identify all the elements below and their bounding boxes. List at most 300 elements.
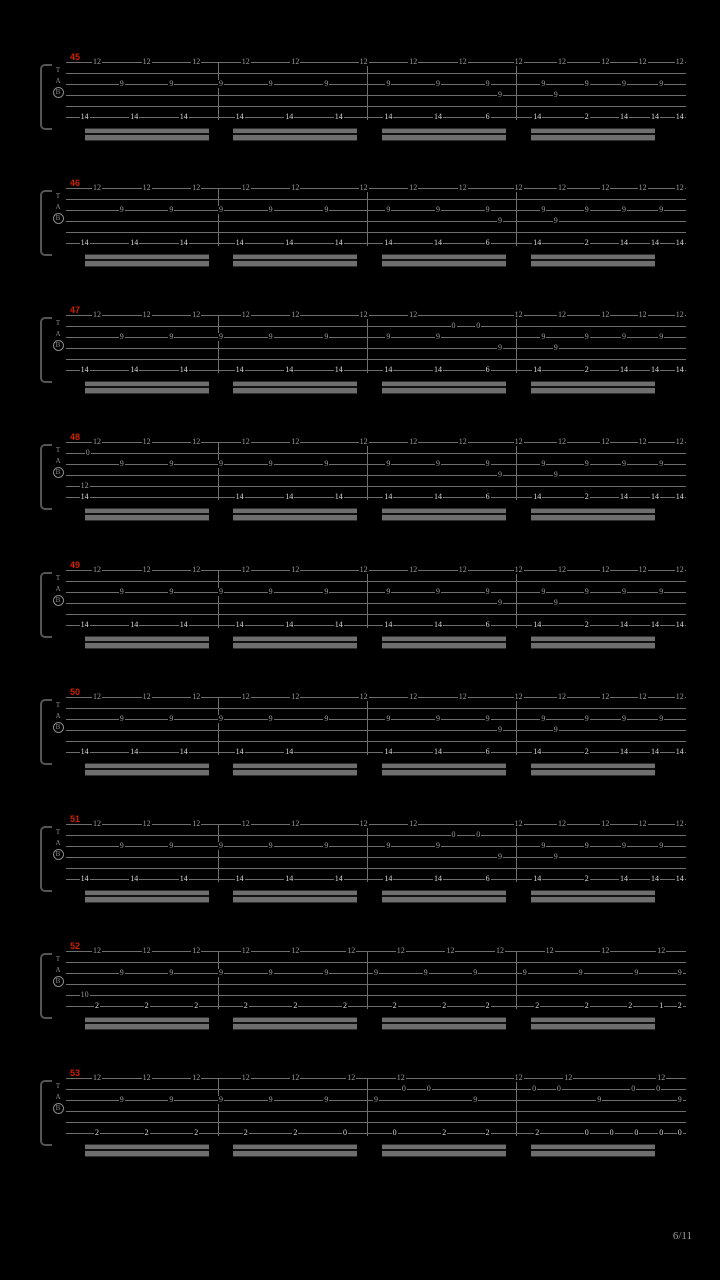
fret-number: 12 [192,946,201,955]
fret-number: 9 [498,343,502,352]
tab-clef: T A B [52,318,64,351]
fret-number: 2 [584,1001,589,1010]
fret-number: 9 [553,90,558,99]
fret-number: 12 [638,183,647,192]
fret-number: 12 [291,183,300,192]
fret-number: 9 [169,714,174,723]
fret-number: 9 [677,1095,682,1104]
fret-number: 0 [476,321,481,330]
fret-number: 14 [285,365,294,374]
fret-number: 9 [119,841,124,850]
fret-number: 14 [80,365,89,374]
fret-number: 9 [622,841,626,850]
fret-number: 12 [601,183,610,192]
fret-number: 9 [386,587,391,596]
fret-number: 9 [324,459,329,468]
fret-number: 12 [601,565,610,574]
fret-number: 14 [533,238,542,247]
barline [218,570,219,628]
staff-brace [40,953,52,1019]
fret-number: 6 [485,112,490,121]
fret-number: 12 [93,565,101,574]
beam-group [382,1144,506,1157]
fret-number: 14 [334,620,343,629]
fret-number: 14 [384,620,393,629]
fret-number: 14 [285,238,294,247]
beam-group [233,890,357,903]
string-line [66,984,686,985]
fret-number: 12 [409,183,418,192]
fret-number: 14 [675,238,684,247]
fret-number: 10 [80,990,89,999]
fret-number: 14 [620,620,628,629]
fret-number: 12 [409,437,418,446]
fret-number: 12 [601,819,610,828]
barline [367,62,368,120]
fret-number: 12 [458,565,467,574]
fret-number: 9 [169,205,174,214]
fret-number: 14 [651,238,659,247]
fret-number: 2 [584,747,589,756]
fret-number: 12 [192,57,201,66]
fret-number: 0 [677,1128,682,1137]
fret-number: 12 [359,310,368,319]
string-line [66,741,686,742]
fret-number: 9 [659,587,664,596]
fret-number: 0 [634,1128,639,1137]
measure-number: 50 [70,687,81,697]
string-line [66,708,686,709]
fret-number: 14 [179,874,188,883]
fret-number: 12 [359,57,368,66]
fret-number: 12 [675,310,684,319]
fret-number: 14 [130,365,139,374]
fret-number: 12 [142,565,151,574]
fret-number: 0 [392,1128,397,1137]
fret-number: 12 [291,946,300,955]
fret-number: 9 [498,725,502,734]
fret-number: 9 [386,459,391,468]
fret-number: 12 [291,819,300,828]
fret-number: 0 [476,830,481,839]
fret-number: 12 [241,565,250,574]
fret-number: 9 [436,587,440,596]
string-line [66,188,686,189]
barline [516,188,517,246]
fret-number: 9 [473,968,478,977]
fret-number: 2 [95,1001,99,1010]
fret-number: 12 [601,57,610,66]
fret-number: 12 [446,946,455,955]
staff-lines [66,824,686,882]
fret-number: 9 [219,841,223,850]
fret-number: 2 [95,1128,99,1137]
fret-number: 12 [192,183,201,192]
fret-number: 14 [533,492,542,501]
fret-number: 12 [291,1073,300,1082]
string-line [66,497,686,498]
fret-number: 12 [93,1073,101,1082]
staff-brace [40,826,52,892]
fret-number: 12 [241,183,250,192]
beam-group [233,1017,357,1030]
staff-lines [66,570,686,628]
fret-number: 9 [677,968,682,977]
string-line [66,95,686,96]
fret-number: 14 [235,874,244,883]
fret-number: 2 [144,1001,149,1010]
fret-number: 12 [514,565,523,574]
string-line [66,614,686,615]
string-line [66,486,686,487]
fret-number: 12 [241,57,250,66]
measure-number: 52 [70,941,81,951]
fret-number: 12 [675,565,684,574]
beam-group [531,763,655,776]
fret-number: 2 [535,1128,540,1137]
fret-number: 9 [622,459,626,468]
barline [367,951,368,1009]
beam-group [85,381,209,394]
fret-number: 12 [359,819,368,828]
fret-number: 9 [498,216,502,225]
fret-number: 12 [241,310,250,319]
barline [516,570,517,628]
fret-number: 12 [514,819,523,828]
fret-number: 9 [553,216,558,225]
string-line [66,315,686,316]
fret-number: 12 [347,1073,356,1082]
fret-number: 9 [622,332,626,341]
fret-number: 14 [675,492,684,501]
fret-number: 14 [130,620,139,629]
fret-number: 14 [235,112,244,121]
fret-number: 14 [651,112,659,121]
fret-number: 12 [241,1073,250,1082]
fret-number: 2 [628,1001,633,1010]
barline [516,1078,517,1136]
beam-group [85,636,209,649]
tab-clef: T A B [52,954,64,987]
staff-lines [66,442,686,500]
fret-number: 12 [93,183,101,192]
fret-number: 14 [235,747,244,756]
barline [516,824,517,882]
fret-number: 9 [324,714,329,723]
fret-number: 9 [119,714,124,723]
fret-number: 12 [347,946,356,955]
fret-number: 12 [458,437,467,446]
fret-number: 9 [541,79,546,88]
fret-number: 2 [584,238,589,247]
fret-number: 0 [659,1128,664,1137]
fret-number: 0 [401,1084,406,1093]
fret-number: 12 [675,692,684,701]
fret-number: 9 [498,470,502,479]
fret-number: 12 [93,692,101,701]
staff-lines [66,315,686,373]
tab-system [0,305,720,415]
fret-number: 2 [535,1001,540,1010]
fret-number: 14 [334,874,343,883]
fret-number: 12 [142,946,151,955]
fret-number: 9 [622,714,626,723]
fret-number: 2 [243,1001,248,1010]
fret-number: 14 [179,747,188,756]
beam-group [233,254,357,267]
string-line [66,1089,686,1090]
fret-number: 9 [324,968,329,977]
barline [516,62,517,120]
fret-number: 9 [268,79,273,88]
beam-group [531,1144,655,1157]
fret-number: 12 [638,57,647,66]
string-line [66,243,686,244]
fret-number: 12 [558,310,566,319]
staff-brace [40,572,52,638]
fret-number: 9 [324,205,329,214]
fret-number: 12 [291,437,300,446]
fret-number: 14 [651,747,659,756]
fret-number: 0 [631,1084,636,1093]
string-line [66,442,686,443]
fret-number: 14 [651,492,659,501]
fret-number: 12 [93,437,101,446]
fret-number: 9 [541,587,546,596]
fret-number: 14 [434,747,442,756]
fret-number: 14 [434,238,442,247]
fret-number: 12 [142,57,151,66]
staff-lines [66,697,686,755]
string-line [66,857,686,858]
fret-number: 9 [522,968,527,977]
measure-number: 45 [70,52,81,62]
fret-number: 9 [485,79,490,88]
fret-number: 12 [409,57,418,66]
fret-number: 9 [423,968,428,977]
fret-number: 12 [496,946,504,955]
fret-number: 9 [436,205,440,214]
fret-number: 12 [657,946,666,955]
beam-group [85,254,209,267]
fret-number: 12 [409,565,418,574]
fret-number: 2 [584,874,589,883]
barline [218,188,219,246]
fret-number: 9 [386,79,391,88]
string-line [66,846,686,847]
fret-number: 12 [93,946,101,955]
measure-number: 51 [70,814,81,824]
fret-number: 12 [458,692,467,701]
fret-number: 14 [533,874,542,883]
string-line [66,995,686,996]
fret-number: 2 [343,1001,347,1010]
string-line [66,221,686,222]
fret-number: 14 [434,112,442,121]
fret-number: 14 [130,238,139,247]
fret-number: 2 [677,1001,682,1010]
fret-number: 14 [620,492,628,501]
beam-group [531,508,655,521]
tab-system [0,814,720,924]
string-line [66,868,686,869]
fret-number: 14 [384,492,393,501]
fret-number: 9 [485,587,490,596]
fret-number: 6 [485,620,490,629]
fret-number: 14 [80,238,89,247]
string-line [66,697,686,698]
fret-number: 2 [243,1128,248,1137]
fret-number: 9 [219,205,223,214]
fret-number: 14 [179,112,188,121]
fret-number: 2 [442,1128,447,1137]
fret-number: 9 [219,587,223,596]
fret-number: 14 [285,620,294,629]
fret-number: 12 [638,437,647,446]
barline [516,315,517,373]
string-line [66,359,686,360]
fret-number: 12 [396,946,405,955]
barline [218,951,219,1009]
fret-number: 12 [675,183,684,192]
fret-number: 14 [434,620,442,629]
staff-lines [66,188,686,246]
fret-number: 12 [192,1073,201,1082]
fret-number: 9 [553,725,558,734]
fret-number: 9 [541,841,546,850]
fret-number: 12 [241,946,250,955]
fret-number: 9 [659,332,664,341]
fret-number: 14 [533,112,542,121]
string-line [66,592,686,593]
beam-group [233,508,357,521]
fret-number: 9 [386,332,391,341]
fret-number: 14 [334,112,343,121]
fret-number: 12 [601,946,610,955]
fret-number: 2 [584,112,589,121]
fret-number: 14 [620,238,628,247]
fret-number: 9 [268,587,273,596]
fret-number: 12 [241,437,250,446]
fret-number: 9 [634,968,639,977]
beam-group [531,254,655,267]
fret-number: 12 [396,1073,405,1082]
tab-system [0,432,720,542]
fret-number: 9 [584,79,589,88]
fret-number: 0 [451,321,456,330]
fret-number: 9 [485,714,490,723]
fret-number: 12 [142,692,151,701]
beam-group [531,636,655,649]
fret-number: 14 [179,365,188,374]
barline [218,697,219,755]
beam-group [85,1144,209,1157]
fret-number: 12 [409,819,418,828]
barline [367,1078,368,1136]
fret-number: 9 [578,968,583,977]
fret-number: 12 [291,310,300,319]
fret-number: 12 [675,57,684,66]
fret-number: 9 [622,205,626,214]
beam-group [382,508,506,521]
string-line [66,1122,686,1123]
fret-number: 14 [334,365,343,374]
fret-number: 0 [451,830,456,839]
fret-number: 12 [514,1073,523,1082]
fret-number: 9 [541,332,546,341]
string-line [66,232,686,233]
fret-number: 9 [541,205,546,214]
fret-number: 9 [584,332,589,341]
fret-number: 9 [324,79,329,88]
fret-number: 9 [436,332,440,341]
barline [516,697,517,755]
fret-number: 12 [93,310,101,319]
fret-number: 12 [291,692,300,701]
fret-number: 9 [119,205,124,214]
fret-number: 9 [268,841,273,850]
string-line [66,475,686,476]
tab-clef: T A B [52,700,64,733]
string-line [66,337,686,338]
barline [367,315,368,373]
fret-number: 9 [169,1095,174,1104]
fret-number: 14 [651,620,659,629]
fret-number: 14 [675,747,684,756]
fret-number: 12 [545,946,554,955]
fret-number: 9 [622,587,626,596]
fret-number: 12 [359,692,368,701]
barline [218,824,219,882]
fret-number: 2 [293,1128,298,1137]
string-line [66,117,686,118]
beam-group [531,381,655,394]
string-line [66,62,686,63]
fret-number: 12 [657,1073,666,1082]
fret-number: 9 [436,841,440,850]
fret-number: 14 [675,620,684,629]
fret-number: 14 [533,747,542,756]
fret-number: 0 [532,1084,537,1093]
fret-number: 9 [119,332,124,341]
staff-brace [40,64,52,130]
string-line [66,625,686,626]
fret-number: 12 [564,1073,573,1082]
fret-number: 2 [485,1128,490,1137]
fret-number: 12 [142,819,151,828]
fret-number: 14 [80,747,89,756]
fret-number: 14 [80,492,89,501]
string-line [66,453,686,454]
fret-number: 14 [130,112,139,121]
beam-group [85,508,209,521]
fret-number: 12 [558,819,566,828]
staff-brace [40,1080,52,1146]
fret-number: 12 [514,692,523,701]
fret-number: 12 [192,310,201,319]
fret-number: 14 [80,620,89,629]
fret-number: 12 [409,310,418,319]
fret-number: 14 [620,747,628,756]
fret-number: 9 [268,1095,273,1104]
beam-group [233,128,357,141]
fret-number: 12 [192,692,201,701]
fret-number: 9 [219,459,223,468]
beam-group [85,1017,209,1030]
fret-number: 12 [142,1073,151,1082]
fret-number: 9 [119,968,124,977]
measure-number: 47 [70,305,81,315]
